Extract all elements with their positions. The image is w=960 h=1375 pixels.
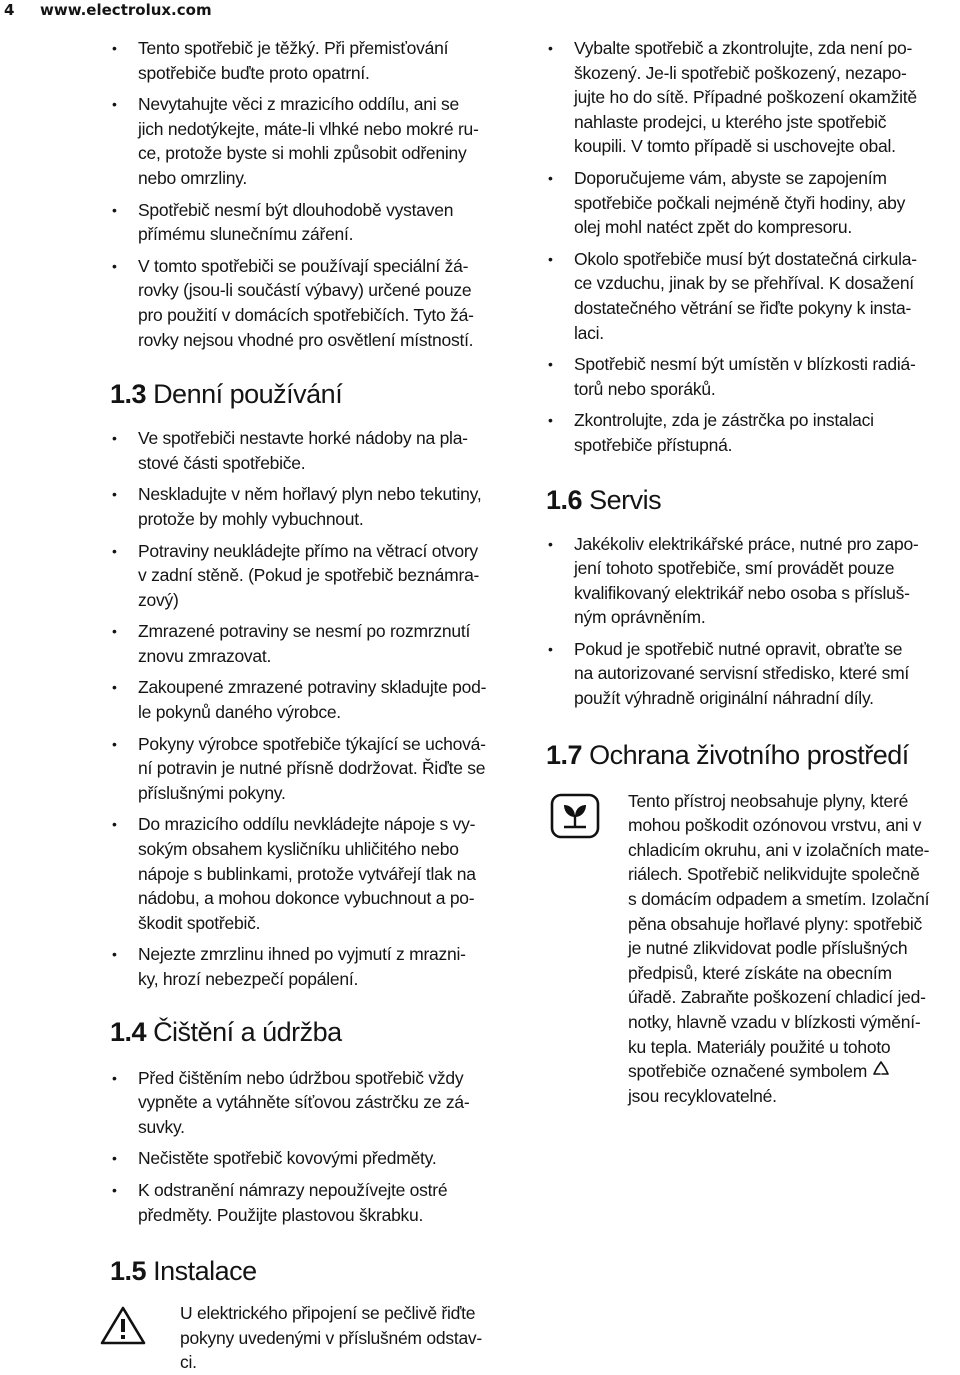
list-item: • Nevytahujte věci z mrazicího oddílu, ani se jich nedotýkejte, máte-li vlhké nebo mokré ru- ce, protože byste si mohli způsobit odřeniny nebo omrzliny. bbox=[110, 92, 530, 190]
list-item: • Zmrazené potraviny se nesmí po rozmrznutí znovu zmrazovat. bbox=[110, 619, 530, 668]
list-item: • Spotřebič nesmí být umístěn v blízkosti radiá- torů nebo sporáků. bbox=[546, 352, 960, 401]
environment-notice bbox=[546, 789, 960, 1109]
list-item: • Zakoupené zmrazené potraviny skladujte pod- le pokynů daného výrobce. bbox=[110, 675, 530, 724]
left-column bbox=[110, 36, 530, 1375]
list-item: • Neskladujte v něm hořlavý plyn nebo tekutiny, protože by mohly vybuchnout. bbox=[110, 482, 530, 531]
service-list bbox=[546, 532, 960, 711]
list-item: • Pokyny výrobce spotřebiče týkající se uchová- ní potravin je nutné přísně dodržovat. Řiďte se příslušnými pokyny. bbox=[110, 732, 530, 806]
list-item: • V tomto spotřebiči se používají speciální žá- rovky (jsou-li součástí výbavy) určené pouze pro použití v domácích spotřebičích. Tyto žá- rovky nejsou vhodné pro osvětlení místností. bbox=[110, 254, 530, 352]
installation-warning bbox=[100, 1301, 530, 1375]
list-item: • Tento spotřebič je těžký. Při přemisťování spotřebiče buďte proto opatrní. bbox=[110, 36, 530, 85]
section-heading-1-6: 1.6 Servis bbox=[546, 484, 662, 515]
list-item: • Před čištěním nebo údržbou spotřebič vždy vypněte a vytáhněte síťovou zástrčku ze zá- suvky. bbox=[110, 1066, 530, 1140]
intro-list-right bbox=[546, 36, 960, 458]
list-item: • Do mrazicího oddílu nevkládejte nápoje s vy- sokým obsahem kysličníku uhličitého nebo nápoje s bublinkami, protože vytvářejí tlak na nádobu, a mohou dokonce vybuchnout a po- škodit spotřebič. bbox=[110, 812, 530, 935]
section-heading-1-4: 1.4 Čištění a údržba bbox=[110, 1016, 342, 1047]
list-item: • Doporučujeme vám, abyste se zapojením spotřebiče počkali nejméně čtyři hodiny, aby olej mohl natéct zpět do kompresoru. bbox=[546, 166, 960, 240]
recycle-icon bbox=[871, 1060, 891, 1080]
list-item: • K odstranění námrazy nepoužívejte ostré předměty. Použijte plastovou škrabku. bbox=[110, 1178, 530, 1227]
environment-text: Tento přístroj neobsahuje plyny, které mohou poškodit ozónovou vrstvu, ani v chladicím okruhu, ani v izolačních mate- riálech. Spotřebič nelikvidujte společně s domácím odpadem a smetím. Izolační pěna obsahuje hořlavé plyny: spotřebič je nutné zlikvidovat podle příslušných předpisů, které získáte na obecním úřadě. Zabraňte poškození chladicí jed- notky, hlavně vzadu v blízkosti výmění- ku tepla. Materiály použité u tohoto spotřebiče označené symbolem jsou recyklovatelné. bbox=[628, 790, 930, 1106]
list-item: • Potraviny neukládejte přímo na větrací otvory v zadní stěně. (Pokud je spotřebič beznámra- zový) bbox=[110, 539, 530, 613]
list-item: • Jakékoliv elektrikářské práce, nutné pro zapo- jení tohoto spotřebiče, smí provádět pouze kvalifikovaný elektrikář nebo osoba s přísluš- ným oprávněním. bbox=[546, 532, 960, 630]
list-item: • Nečistěte spotřebič kovovými předměty. bbox=[110, 1146, 530, 1171]
list-item: • Vybalte spotřebič a zkontrolujte, zda není po- škozený. Je-li spotřebič poškozený, nezapo- jujte ho do sítě. Případné poškození okamžitě nahlaste prodejci, u kterého jste spotřebič koupili. V tomto případě si uschovejte obal. bbox=[546, 36, 960, 159]
environment-plant-icon bbox=[550, 793, 600, 844]
section-heading-1-3: 1.3 Denní používání bbox=[110, 379, 343, 410]
site-url: www.electrolux.com bbox=[40, 1, 212, 19]
list-item: • Pokud je spotřebič nutné opravit, obraťte se na autorizované servisní středisko, které smí použít výhradně originální náhradní díly. bbox=[546, 637, 960, 711]
list-item: • Zkontrolujte, zda je zástrčka po instalaci spotřebiče přístupná. bbox=[546, 408, 960, 457]
list-item: • Okolo spotřebiče musí být dostatečná cirkula- ce vzduchu, jinak by se přehříval. K dosažení dostatečného větrání se řiďte pokyny k insta- laci. bbox=[546, 247, 960, 345]
intro-list-left bbox=[110, 36, 530, 352]
right-column bbox=[546, 36, 960, 1108]
cleaning-list bbox=[110, 1066, 530, 1228]
section-heading-1-7: 1.7 Ochrana životního prostředí bbox=[546, 739, 909, 770]
installation-warning-text: U elektrického připojení se pečlivě řiďte pokyny uvedenými v příslušném odstav- ci. bbox=[180, 1303, 482, 1373]
list-item: • Spotřebič nesmí být dlouhodobě vystaven přímému slunečnímu záření. bbox=[110, 198, 530, 247]
list-item: • Nejezte zmrzlinu ihned po vyjmutí z mrazni- ky, hrozí nebezpečí popálení. bbox=[110, 942, 530, 991]
page-number: 4 bbox=[4, 1, 15, 19]
warning-triangle-icon bbox=[100, 1305, 146, 1350]
list-item: • Ve spotřebiči nestavte horké nádoby na pla- stové části spotřebiče. bbox=[110, 426, 530, 475]
section-heading-1-5: 1.5 Instalace bbox=[110, 1256, 257, 1287]
daily-use-list bbox=[110, 426, 530, 991]
